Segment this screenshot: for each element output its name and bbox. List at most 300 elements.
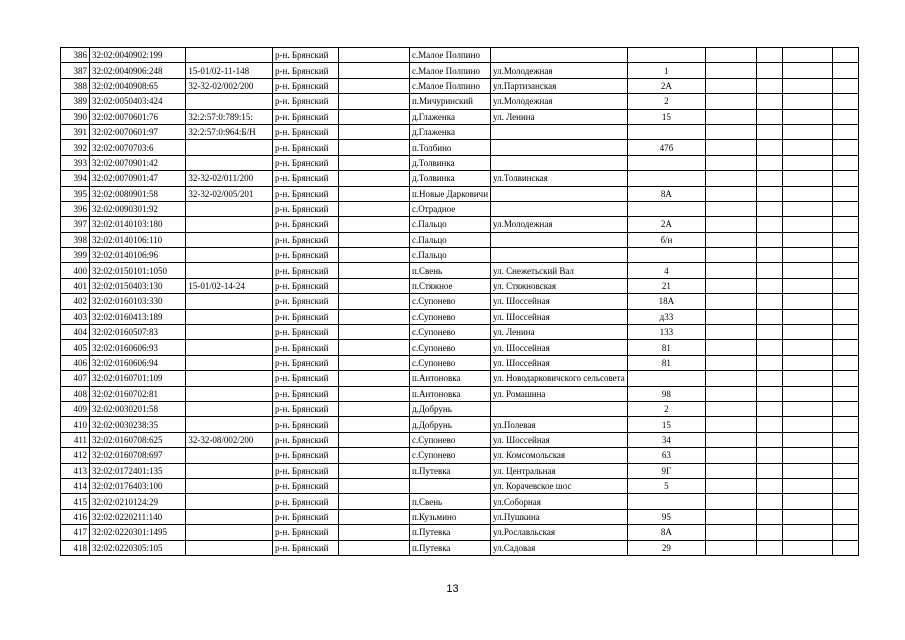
locality: с.Супонево <box>409 325 490 340</box>
empty-cell <box>833 325 859 340</box>
empty-cell <box>782 494 833 509</box>
empty-cell <box>756 540 782 555</box>
cadastral-number: 32:02:0160413:189 <box>89 309 185 324</box>
locality: п.Путевка <box>409 463 490 478</box>
empty-cell <box>833 432 859 447</box>
empty-cell <box>833 494 859 509</box>
cadastral-number: 32:02:0160708:697 <box>89 448 185 463</box>
empty-cell <box>756 371 782 386</box>
row-number: 414 <box>61 478 90 493</box>
house-number: 81 <box>627 355 705 370</box>
empty-cell <box>833 171 859 186</box>
locality: д.Добрунь <box>409 417 490 432</box>
street: ул. Комсомольская <box>491 448 628 463</box>
locality: п.Антоновка <box>409 386 490 401</box>
empty-cell <box>756 386 782 401</box>
registration-record <box>186 401 273 416</box>
registration-record <box>186 386 273 401</box>
street: ул.Партизанская <box>491 78 628 93</box>
empty-cell <box>706 124 757 139</box>
street: ул.Пушкина <box>491 509 628 524</box>
empty-cell <box>706 325 757 340</box>
district: р-н. Брянский <box>273 278 339 293</box>
row-number: 411 <box>61 432 90 447</box>
cadastral-number: 32:02:0140103:180 <box>89 217 185 232</box>
street: ул. Шоссейная <box>491 340 628 355</box>
empty-cell <box>339 540 410 555</box>
empty-cell <box>756 525 782 540</box>
street: ул.Толвинская <box>491 171 628 186</box>
district: р-н. Брянский <box>273 155 339 170</box>
registration-record <box>186 478 273 493</box>
locality: с.Супонево <box>409 309 490 324</box>
empty-cell <box>339 201 410 216</box>
empty-cell <box>706 525 757 540</box>
empty-cell <box>782 309 833 324</box>
locality <box>409 478 490 493</box>
registration-record <box>186 540 273 555</box>
empty-cell <box>833 417 859 432</box>
row-number: 389 <box>61 94 90 109</box>
row-number: 407 <box>61 371 90 386</box>
empty-cell <box>339 386 410 401</box>
row-number: 410 <box>61 417 90 432</box>
registration-record: 32:2:57:0:964:Б/Н <box>186 124 273 139</box>
table-row <box>61 355 905 370</box>
empty-cell <box>706 463 757 478</box>
street <box>491 401 628 416</box>
house-number <box>627 48 705 63</box>
empty-cell <box>782 217 833 232</box>
registration-record <box>186 417 273 432</box>
registration-record: 32-32-02/002/200 <box>186 78 273 93</box>
empty-cell <box>756 124 782 139</box>
empty-cell <box>756 463 782 478</box>
cadastral-number: 32:02:0176403:100 <box>89 478 185 493</box>
cadastral-number: 32:02:0090301:92 <box>89 201 185 216</box>
empty-cell <box>339 155 410 170</box>
house-number <box>627 124 705 139</box>
district: р-н. Брянский <box>273 355 339 370</box>
empty-cell <box>756 78 782 93</box>
table-row <box>61 201 905 216</box>
empty-cell <box>706 371 757 386</box>
house-number: 5 <box>627 478 705 493</box>
page-number: 13 <box>446 583 459 595</box>
district: р-н. Брянский <box>273 63 339 78</box>
empty-cell <box>756 63 782 78</box>
street <box>491 48 628 63</box>
table-row <box>61 171 905 186</box>
empty-cell <box>833 140 859 155</box>
district: р-н. Брянский <box>273 417 339 432</box>
locality: п.Антоновка <box>409 371 490 386</box>
row-number: 398 <box>61 232 90 247</box>
empty-cell <box>782 417 833 432</box>
table-row <box>61 401 905 416</box>
empty-cell <box>833 63 859 78</box>
district: р-н. Брянский <box>273 232 339 247</box>
cadastral-number: 32:02:0160702:81 <box>89 386 185 401</box>
registration-record <box>186 509 273 524</box>
empty-cell <box>756 448 782 463</box>
empty-cell <box>833 232 859 247</box>
cadastral-number: 32:02:0160708:625 <box>89 432 185 447</box>
registration-record <box>186 309 273 324</box>
empty-cell <box>339 48 410 63</box>
empty-cell <box>782 448 833 463</box>
district: р-н. Брянский <box>273 294 339 309</box>
district: р-н. Брянский <box>273 371 339 386</box>
cadastral-number: 32:02:0160606:93 <box>89 340 185 355</box>
empty-cell <box>706 386 757 401</box>
table-row <box>61 63 905 78</box>
street: ул.Молодежная <box>491 217 628 232</box>
empty-cell <box>833 155 859 170</box>
table-row <box>61 78 905 93</box>
empty-cell <box>706 63 757 78</box>
cadastral-number: 32:02:0070703:6 <box>89 140 185 155</box>
district: р-н. Брянский <box>273 463 339 478</box>
empty-cell <box>339 340 410 355</box>
row-number: 400 <box>61 263 90 278</box>
street: ул.Соборная <box>491 494 628 509</box>
table-row <box>61 140 905 155</box>
empty-cell <box>339 78 410 93</box>
empty-cell <box>706 432 757 447</box>
district: р-н. Брянский <box>273 525 339 540</box>
empty-cell <box>756 109 782 124</box>
district: р-н. Брянский <box>273 248 339 263</box>
cadastral-number: 32:02:0220305:105 <box>89 540 185 555</box>
empty-cell <box>706 448 757 463</box>
table-row <box>61 432 905 447</box>
empty-cell <box>339 448 410 463</box>
locality: с.Супонево <box>409 294 490 309</box>
district: р-н. Брянский <box>273 186 339 201</box>
empty-cell <box>756 232 782 247</box>
house-number: 98 <box>627 386 705 401</box>
district: р-н. Брянский <box>273 448 339 463</box>
empty-cell <box>706 186 757 201</box>
house-number: б/н <box>627 232 705 247</box>
empty-cell <box>782 294 833 309</box>
cadastral-number: 32:02:0160507:83 <box>89 325 185 340</box>
empty-cell <box>756 432 782 447</box>
locality: с.Пальцо <box>409 232 490 247</box>
row-number: 404 <box>61 325 90 340</box>
locality: с.Супонево <box>409 448 490 463</box>
street: ул. Центральная <box>491 463 628 478</box>
table-row <box>61 248 905 263</box>
registration-record: 32-32-02/011/200 <box>186 171 273 186</box>
empty-cell <box>782 109 833 124</box>
empty-cell <box>782 155 833 170</box>
empty-cell <box>339 278 410 293</box>
district: р-н. Брянский <box>273 432 339 447</box>
empty-cell <box>706 355 757 370</box>
empty-cell <box>833 124 859 139</box>
empty-cell <box>339 417 410 432</box>
district: р-н. Брянский <box>273 478 339 493</box>
locality: с.Пальцо <box>409 248 490 263</box>
cadastral-number: 32:02:0140106:96 <box>89 248 185 263</box>
table-row <box>61 448 905 463</box>
table-row <box>61 463 905 478</box>
empty-cell <box>339 463 410 478</box>
street: ул.Садовая <box>491 540 628 555</box>
empty-cell <box>833 294 859 309</box>
cadastral-number: 32:02:0030238:35 <box>89 417 185 432</box>
empty-cell <box>706 232 757 247</box>
locality: д.Толвинка <box>409 171 490 186</box>
empty-cell <box>782 340 833 355</box>
empty-cell <box>782 140 833 155</box>
cadastral-number: 32:02:0070901:42 <box>89 155 185 170</box>
row-number: 418 <box>61 540 90 555</box>
empty-cell <box>833 48 859 63</box>
street: ул. Корачевское шос <box>491 478 628 493</box>
street <box>491 186 628 201</box>
district: р-н. Брянский <box>273 540 339 555</box>
registration-record <box>186 155 273 170</box>
table-row <box>61 109 905 124</box>
row-number: 390 <box>61 109 90 124</box>
street: ул. Шоссейная <box>491 355 628 370</box>
house-number: 81 <box>627 340 705 355</box>
registration-record <box>186 494 273 509</box>
cadastral-number: 32:02:0050403:424 <box>89 94 185 109</box>
district: р-н. Брянский <box>273 171 339 186</box>
empty-cell <box>756 140 782 155</box>
street: ул.Молодежная <box>491 63 628 78</box>
empty-cell <box>833 186 859 201</box>
house-number: 1 <box>627 63 705 78</box>
row-number: 397 <box>61 217 90 232</box>
empty-cell <box>833 509 859 524</box>
row-number: 409 <box>61 401 90 416</box>
empty-cell <box>756 340 782 355</box>
locality: п.Свень <box>409 263 490 278</box>
row-number: 416 <box>61 509 90 524</box>
house-number: 29 <box>627 540 705 555</box>
empty-cell <box>782 124 833 139</box>
empty-cell <box>833 109 859 124</box>
district: р-н. Брянский <box>273 140 339 155</box>
empty-cell <box>782 540 833 555</box>
empty-cell <box>339 63 410 78</box>
locality: п.Мичуринский <box>409 94 490 109</box>
empty-cell <box>782 232 833 247</box>
locality: п.Новые Дарковичи <box>409 186 490 201</box>
empty-cell <box>782 248 833 263</box>
row-number: 403 <box>61 309 90 324</box>
locality: с.Отрадное <box>409 201 490 216</box>
registration-record <box>186 263 273 278</box>
empty-cell <box>706 509 757 524</box>
empty-cell <box>339 248 410 263</box>
empty-cell <box>833 463 859 478</box>
cadastral-number: 32:02:0160103:330 <box>89 294 185 309</box>
table-row <box>61 124 905 139</box>
house-number <box>627 494 705 509</box>
table-row <box>61 155 905 170</box>
row-number: 412 <box>61 448 90 463</box>
cadastral-number: 32:02:0040906:248 <box>89 63 185 78</box>
street <box>491 248 628 263</box>
row-number: 417 <box>61 525 90 540</box>
district: р-н. Брянский <box>273 48 339 63</box>
street: ул.Молодежная <box>491 94 628 109</box>
empty-cell <box>756 94 782 109</box>
empty-cell <box>833 401 859 416</box>
table-row <box>61 48 905 63</box>
table-body <box>61 48 905 556</box>
district: р-н. Брянский <box>273 401 339 416</box>
empty-cell <box>706 478 757 493</box>
house-number: 47б <box>627 140 705 155</box>
street: ул. Ромашина <box>491 386 628 401</box>
row-number: 395 <box>61 186 90 201</box>
table-row <box>61 186 905 201</box>
empty-cell <box>339 140 410 155</box>
empty-cell <box>339 232 410 247</box>
registration-record <box>186 340 273 355</box>
row-number: 394 <box>61 171 90 186</box>
empty-cell <box>833 94 859 109</box>
house-number: 2 <box>627 401 705 416</box>
empty-cell <box>339 94 410 109</box>
registration-record <box>186 371 273 386</box>
locality: п.Свень <box>409 494 490 509</box>
locality: д.Глаженка <box>409 109 490 124</box>
house-number: 9Г <box>627 463 705 478</box>
row-number: 388 <box>61 78 90 93</box>
empty-cell <box>756 478 782 493</box>
cadastral-number: 32:02:0030201:58 <box>89 401 185 416</box>
empty-cell <box>339 478 410 493</box>
house-number <box>627 171 705 186</box>
empty-cell <box>339 309 410 324</box>
registration-record: 15-01/02-11-148 <box>186 63 273 78</box>
empty-cell <box>756 263 782 278</box>
registration-record <box>186 94 273 109</box>
empty-cell <box>706 78 757 93</box>
empty-cell <box>706 263 757 278</box>
empty-cell <box>339 355 410 370</box>
empty-cell <box>706 401 757 416</box>
registration-record <box>186 232 273 247</box>
table-row <box>61 340 905 355</box>
registration-record <box>186 140 273 155</box>
table-row <box>61 294 905 309</box>
empty-cell <box>782 263 833 278</box>
district: р-н. Брянский <box>273 340 339 355</box>
locality: д.Глаженка <box>409 124 490 139</box>
empty-cell <box>706 540 757 555</box>
empty-cell <box>833 448 859 463</box>
house-number: 2 <box>627 94 705 109</box>
table-row <box>61 217 905 232</box>
empty-cell <box>756 155 782 170</box>
row-number: 413 <box>61 463 90 478</box>
registration-record: 32-32-08/002/200 <box>186 432 273 447</box>
house-number: 4 <box>627 263 705 278</box>
registration-record <box>186 448 273 463</box>
empty-cell <box>706 217 757 232</box>
registration-record <box>186 48 273 63</box>
empty-cell <box>706 248 757 263</box>
row-number: 392 <box>61 140 90 155</box>
empty-cell <box>756 248 782 263</box>
empty-cell <box>339 294 410 309</box>
district: р-н. Брянский <box>273 201 339 216</box>
table-row <box>61 540 905 555</box>
empty-cell <box>339 217 410 232</box>
registration-record <box>186 355 273 370</box>
empty-cell <box>706 309 757 324</box>
district: р-н. Брянский <box>273 217 339 232</box>
cadastral-number: 32:02:0160606:94 <box>89 355 185 370</box>
district: р-н. Брянский <box>273 325 339 340</box>
registration-record: 32:2:57:0:789:15: <box>186 109 273 124</box>
row-number: 387 <box>61 63 90 78</box>
empty-cell <box>756 48 782 63</box>
row-number: 415 <box>61 494 90 509</box>
house-number: д33 <box>627 309 705 324</box>
empty-cell <box>339 525 410 540</box>
district: р-н. Брянский <box>273 78 339 93</box>
house-number <box>627 248 705 263</box>
empty-cell <box>833 263 859 278</box>
empty-cell <box>782 371 833 386</box>
locality: с.Малое Полпино <box>409 48 490 63</box>
registration-record <box>186 294 273 309</box>
empty-cell <box>782 478 833 493</box>
house-number <box>627 201 705 216</box>
locality: с.Малое Полпино <box>409 63 490 78</box>
row-number: 393 <box>61 155 90 170</box>
empty-cell <box>782 325 833 340</box>
district: р-н. Брянский <box>273 109 339 124</box>
cadastral-number: 32:02:0040902:199 <box>89 48 185 63</box>
empty-cell <box>756 278 782 293</box>
empty-cell <box>782 63 833 78</box>
empty-cell <box>782 201 833 216</box>
empty-cell <box>782 401 833 416</box>
table-row <box>61 494 905 509</box>
empty-cell <box>782 355 833 370</box>
cadastral-number: 32:02:0070601:97 <box>89 124 185 139</box>
locality: с.Малое Полпино <box>409 78 490 93</box>
district: р-н. Брянский <box>273 509 339 524</box>
empty-cell <box>706 278 757 293</box>
table-row <box>61 509 905 524</box>
street: ул. Ленина <box>491 325 628 340</box>
empty-cell <box>782 171 833 186</box>
empty-cell <box>782 525 833 540</box>
empty-cell <box>833 78 859 93</box>
district: р-н. Брянский <box>273 94 339 109</box>
empty-cell <box>782 94 833 109</box>
street: ул.Рославльская <box>491 525 628 540</box>
registration-record: 32-32-02/005/201 <box>186 186 273 201</box>
empty-cell <box>339 509 410 524</box>
row-number: 408 <box>61 386 90 401</box>
empty-cell <box>706 171 757 186</box>
house-number: 8А <box>627 186 705 201</box>
cadastral-number: 32:02:0080901:58 <box>89 186 185 201</box>
